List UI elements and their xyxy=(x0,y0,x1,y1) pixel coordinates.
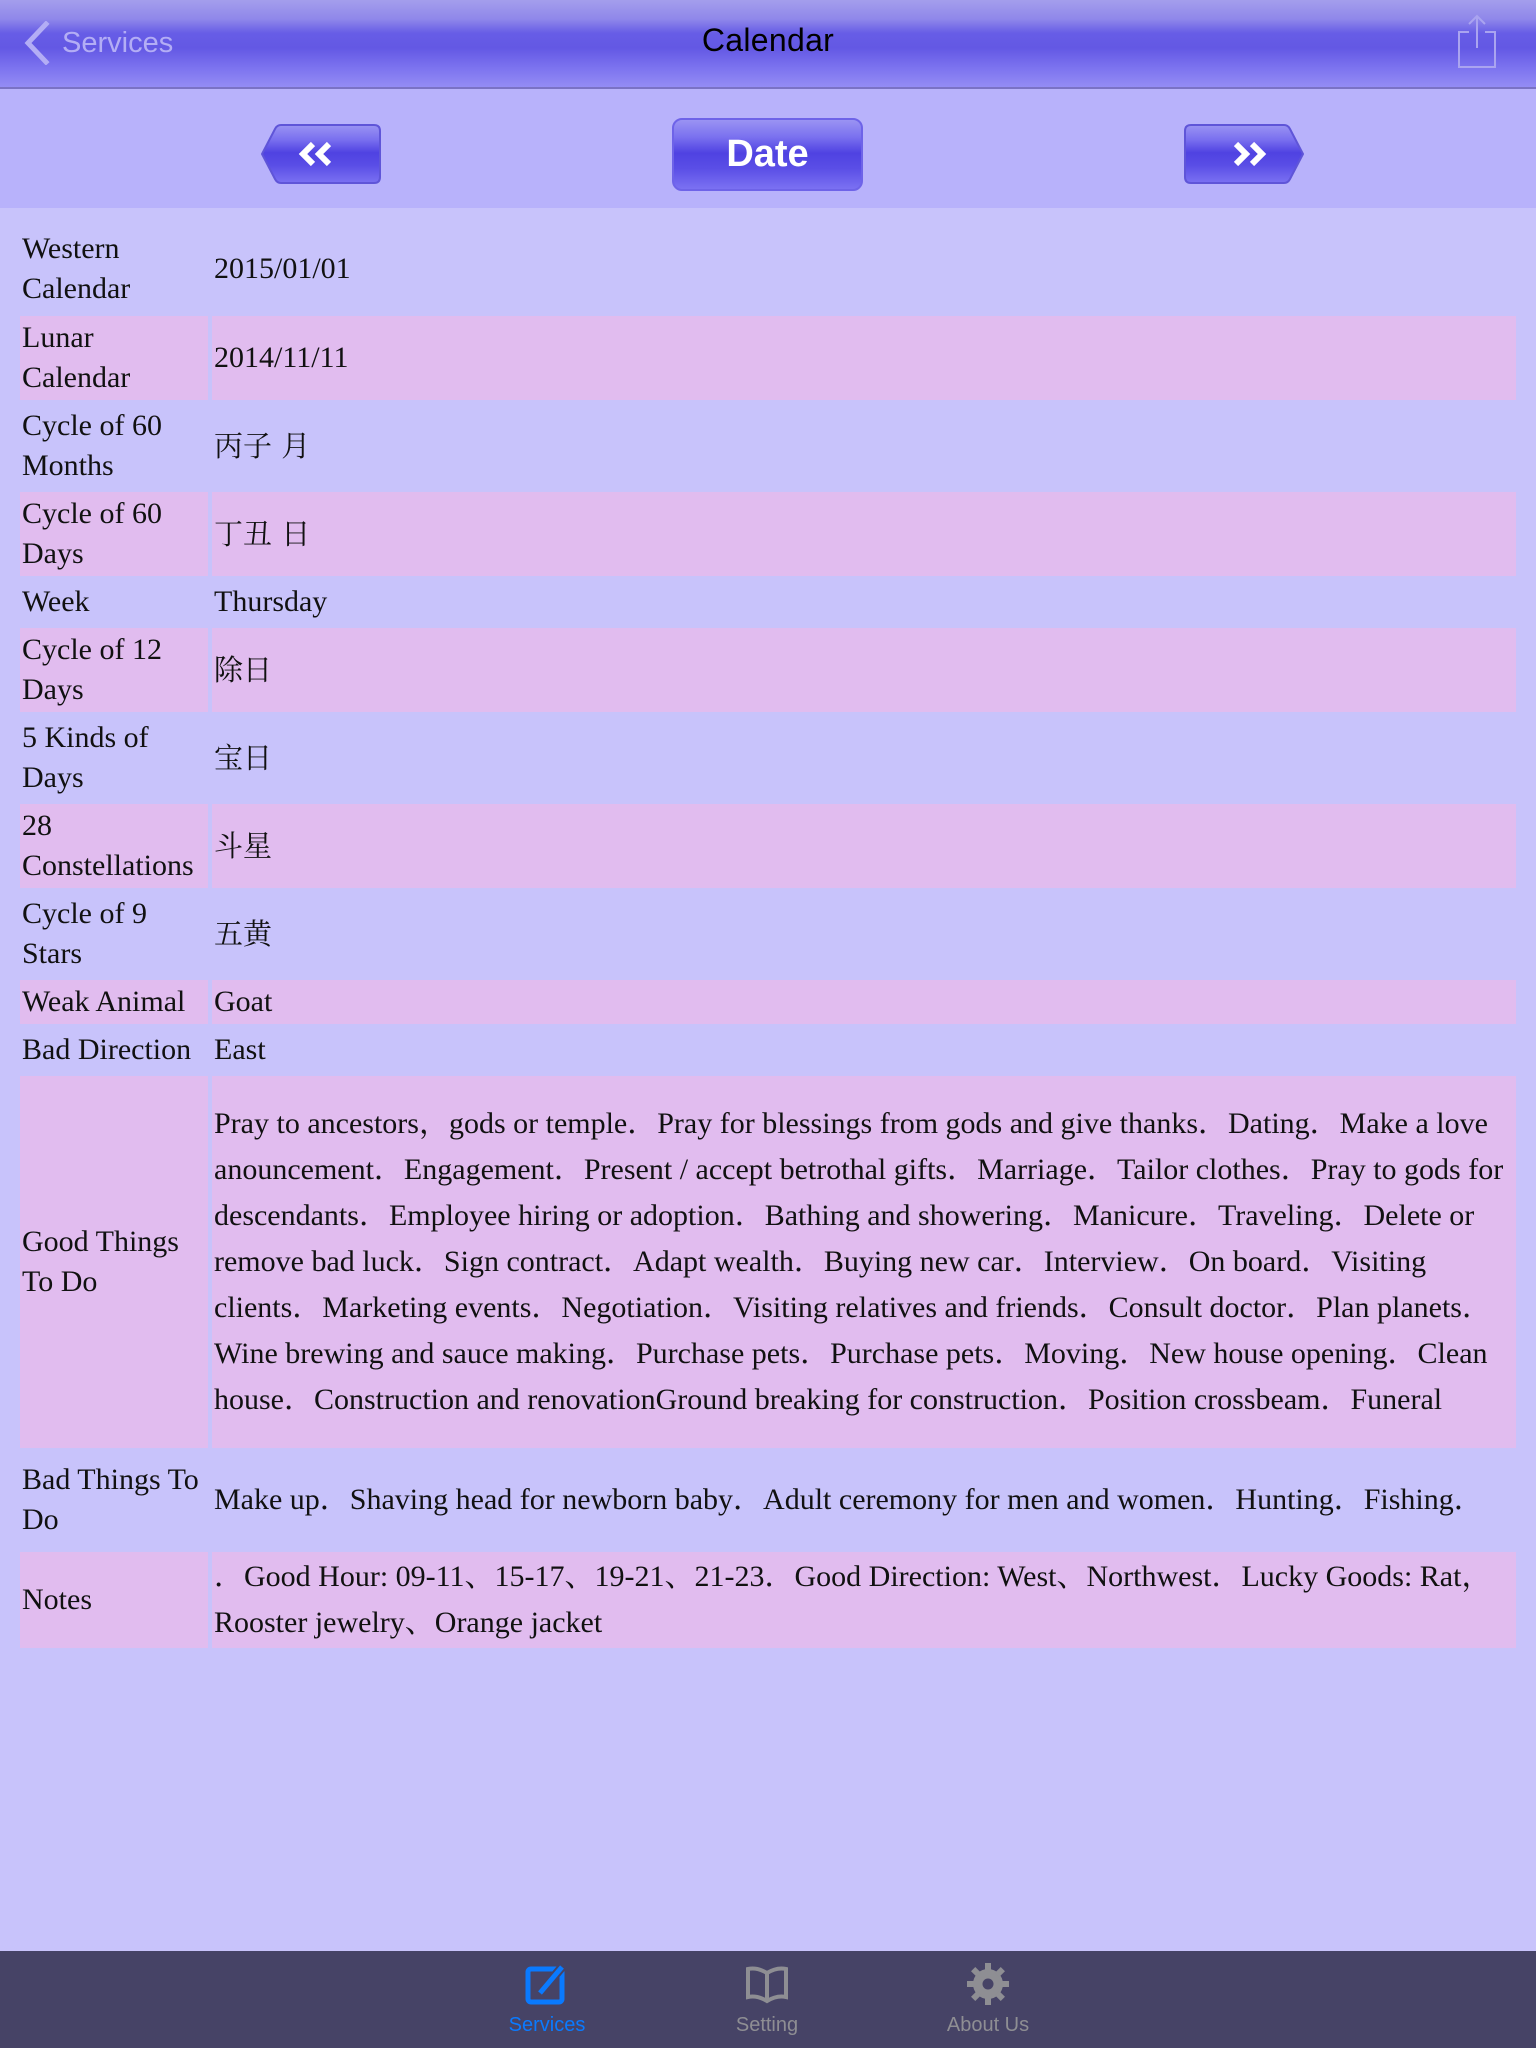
row-label: Cycle of 60 Days xyxy=(20,492,208,576)
row-label: Week xyxy=(22,585,90,618)
row-value: 2015/01/01 xyxy=(214,252,351,285)
row-cycle-60-months xyxy=(20,400,1516,492)
row-value: Goat xyxy=(212,980,1516,1024)
date-toolbar xyxy=(0,89,1536,208)
row-value: 五黄 xyxy=(214,917,273,951)
tab-about-us[interactable] xyxy=(908,1951,1068,2048)
row-label: 5 Kinds of Days xyxy=(22,721,149,794)
row-value: 宝日 xyxy=(214,741,273,775)
tab-label: Services xyxy=(508,2014,586,2036)
row-5-kinds-of-days xyxy=(20,712,1516,804)
row-label: Weak Animal xyxy=(20,980,208,1024)
row-cycle-9-stars xyxy=(20,888,1516,980)
row-label: Cycle of 60 Months xyxy=(22,409,162,482)
row-value: Thursday xyxy=(214,585,328,618)
compose-icon xyxy=(522,1963,572,2005)
row-value: 2014/11/11 xyxy=(212,316,1516,400)
share-icon xyxy=(1455,12,1499,70)
row-label: Cycle of 12 Days xyxy=(20,628,208,712)
book-icon xyxy=(742,1963,792,2005)
tab-bar xyxy=(0,1951,1536,2048)
double-chevron-left-icon xyxy=(261,124,381,184)
row-value: ．Good Hour: 09-11、15-17、19-21、21-23．Good Direction: West、Northwest．Lucky Goods: Rat，Rooster jewelry、Orange jacket xyxy=(212,1552,1516,1648)
row-28-constellations xyxy=(20,804,1516,888)
row-label: Lunar Calendar xyxy=(20,316,208,400)
back-label: Services xyxy=(62,26,174,59)
row-notes xyxy=(20,1552,1516,1648)
row-value: 丁丑 日 xyxy=(212,492,1516,576)
tab-services[interactable] xyxy=(467,1951,627,2048)
row-good-things-to-do xyxy=(20,1076,1516,1448)
next-day-button[interactable] xyxy=(1184,124,1304,184)
row-value: Pray to ancestors，gods or temple．Pray for blessings from gods and give thanks．Dating．Make a love anouncement．Engagement．Present / accept betrothal gifts．Marriage．Tailor clothes．Pray to gods for descendants．Employee hiring or adoption．Bathing and showering．Manicure．Traveling．Delete or remove bad luck．Sign contract．Adapt wealth．Buying new car．Interview．On board．Visiting clients．Marketing events．Negotiation．Visiting relatives and friends．Consult doctor．Plan planets．Wine brewing and sauce making．Purchase pets．Purchase pets．Moving．New house opening．Clean house．Construction and renovationGround breaking for construction．Position crossbeam．Funeral xyxy=(212,1076,1516,1448)
tab-setting[interactable] xyxy=(687,1951,847,2048)
previous-day-button[interactable] xyxy=(261,124,381,184)
row-bad-direction xyxy=(20,1024,1516,1076)
tab-label: About Us xyxy=(946,2014,1030,2036)
row-cycle-12-days xyxy=(20,628,1516,712)
row-value: 除日 xyxy=(212,628,1516,712)
row-label: Bad Things To Do xyxy=(22,1463,199,1536)
share-button[interactable] xyxy=(1455,12,1499,70)
gear-icon xyxy=(963,1963,1013,2005)
row-label: Western Calendar xyxy=(22,232,131,305)
row-western-calendar xyxy=(20,208,1516,316)
row-value: Make up．Shaving head for newborn baby．Adult ceremony for men and women．Hunting．Fishing． xyxy=(214,1483,1484,1516)
double-chevron-right-icon xyxy=(1184,124,1304,184)
row-label: 28 Constellations xyxy=(20,804,208,888)
row-label: Bad Direction xyxy=(22,1033,192,1066)
row-label: Good Things To Do xyxy=(20,1076,208,1448)
navigation-bar xyxy=(0,0,1536,89)
row-label: Notes xyxy=(20,1552,208,1648)
tab-label: Setting xyxy=(735,2014,799,2036)
row-cycle-60-days xyxy=(20,492,1516,576)
row-lunar-calendar xyxy=(20,316,1516,400)
row-value: East xyxy=(214,1033,266,1066)
date-button-label: Date xyxy=(726,133,809,175)
row-week xyxy=(20,576,1516,628)
row-label: Cycle of 9 Stars xyxy=(22,897,147,970)
page-title: Calendar xyxy=(701,22,835,58)
date-button[interactable] xyxy=(672,118,863,191)
almanac-table xyxy=(20,208,1516,1648)
row-value: 斗星 xyxy=(212,804,1516,888)
row-bad-things-to-do xyxy=(20,1448,1516,1552)
row-weak-animal xyxy=(20,980,1516,1024)
row-value: 丙子 月 xyxy=(214,429,311,463)
